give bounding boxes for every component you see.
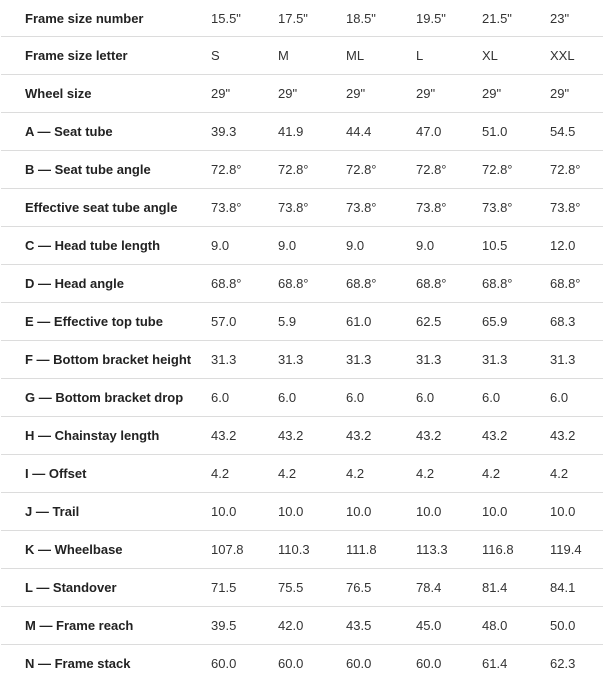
table-cell: 43.5 (331, 607, 401, 645)
table-cell: 39.3 (196, 113, 263, 151)
row-label: N — Frame stack (25, 656, 131, 671)
geometry-table-body (1, 0, 603, 682)
row-label: E — Effective top tube (1, 303, 196, 341)
table-cell: 9.0 (263, 227, 331, 265)
table-cell: 4.2 (263, 455, 331, 493)
table-cell: 29" (467, 75, 535, 113)
table-cell: 68.8° (263, 265, 331, 303)
row-label: G — Bottom bracket drop (1, 379, 196, 417)
table-cell: 6.0 (401, 379, 467, 417)
table-cell: 73.8° (467, 189, 535, 227)
table-cell: 17.5" (263, 0, 331, 37)
table-cell: 68.8° (401, 265, 467, 303)
table-cell: 21.5" (467, 0, 535, 37)
table-cell: 81.4 (467, 569, 535, 607)
row-label: A — Seat tube (1, 113, 196, 151)
table-row (1, 455, 603, 493)
table-cell: 6.0 (331, 379, 401, 417)
table-row (1, 379, 603, 417)
table-cell: 61.4 (482, 656, 508, 671)
table-cell: 57.0 (196, 303, 263, 341)
table-row (1, 0, 603, 37)
table-cell: 9.0 (401, 227, 467, 265)
row-label: M — Frame reach (1, 607, 196, 645)
table-cell: 18.5" (331, 0, 401, 37)
table-cell: 73.8° (263, 189, 331, 227)
table-cell: 29" (196, 75, 263, 113)
table-cell: XL (467, 37, 535, 75)
table-cell: 10.0 (196, 493, 263, 531)
table-cell: 72.8° (263, 151, 331, 189)
table-cell: 10.0 (467, 493, 535, 531)
row-label: L — Standover (1, 569, 196, 607)
table-cell: 6.0 (535, 379, 603, 417)
table-cell: 68.8° (331, 265, 401, 303)
table-cell: 43.2 (196, 417, 263, 455)
table-row (1, 417, 603, 455)
table-cell: 76.5 (331, 569, 401, 607)
table-row (1, 645, 603, 683)
table-cell: 62.5 (401, 303, 467, 341)
table-cell: 62.3 (550, 656, 576, 671)
table-cell: 29" (401, 75, 467, 113)
table-cell: 60.0 (278, 656, 304, 671)
table-cell: 42.0 (263, 607, 331, 645)
table-cell: 29" (535, 75, 603, 113)
table-cell: 10.0 (401, 493, 467, 531)
table-cell: 29" (331, 75, 401, 113)
table-row (1, 151, 603, 189)
table-cell: 44.4 (331, 113, 401, 151)
table-cell: 4.2 (401, 455, 467, 493)
table-cell: 43.2 (331, 417, 401, 455)
row-label: Frame size number (1, 0, 196, 37)
table-cell: 75.5 (263, 569, 331, 607)
row-label: F — Bottom bracket height (1, 341, 196, 379)
table-cell: 60.0 (416, 656, 442, 671)
table-cell: 6.0 (467, 379, 535, 417)
table-cell: 113.3 (401, 531, 467, 569)
table-cell: 111.8 (331, 531, 401, 569)
table-cell: L (401, 37, 467, 75)
table-cell: 31.3 (263, 341, 331, 379)
table-cell: 72.8° (535, 151, 603, 189)
table-cell: 43.2 (467, 417, 535, 455)
table-row (1, 493, 603, 531)
table-cell: 78.4 (401, 569, 467, 607)
table-cell: 31.3 (331, 341, 401, 379)
table-cell: 41.9 (263, 113, 331, 151)
table-cell: 73.8° (401, 189, 467, 227)
table-cell: 68.8° (535, 265, 603, 303)
table-cell: 31.3 (196, 341, 263, 379)
table-cell: 39.5 (196, 607, 263, 645)
table-cell: 31.3 (401, 341, 467, 379)
table-row (1, 341, 603, 379)
table-cell: XXL (535, 37, 603, 75)
table-cell: 68.8° (467, 265, 535, 303)
table-cell: 12.0 (535, 227, 603, 265)
table-cell: 73.8° (535, 189, 603, 227)
table-cell: 43.2 (401, 417, 467, 455)
table-cell: 72.8° (196, 151, 263, 189)
table-cell: 51.0 (467, 113, 535, 151)
table-cell: 6.0 (196, 379, 263, 417)
table-cell: 72.8° (467, 151, 535, 189)
table-row (1, 531, 603, 569)
table-cell: 72.8° (401, 151, 467, 189)
table-cell: 65.9 (467, 303, 535, 341)
table-cell: 48.0 (467, 607, 535, 645)
table-cell: 29" (263, 75, 331, 113)
table-cell: 68.3 (535, 303, 603, 341)
table-cell: 50.0 (535, 607, 603, 645)
table-cell: 116.8 (467, 531, 535, 569)
geometry-table (1, 0, 603, 682)
table-cell: 47.0 (401, 113, 467, 151)
table-row (1, 75, 603, 113)
table-row (1, 265, 603, 303)
table-cell: 5.9 (263, 303, 331, 341)
table-cell: 19.5" (401, 0, 467, 37)
table-cell: 31.3 (535, 341, 603, 379)
table-cell: S (196, 37, 263, 75)
row-label: K — Wheelbase (1, 531, 196, 569)
table-cell: 71.5 (196, 569, 263, 607)
row-label: I — Offset (1, 455, 196, 493)
table-row (1, 189, 603, 227)
table-cell: 43.2 (263, 417, 331, 455)
row-label: B — Seat tube angle (1, 151, 196, 189)
table-cell: ML (331, 37, 401, 75)
table-cell: 68.8° (196, 265, 263, 303)
table-cell: 43.2 (535, 417, 603, 455)
table-cell: 54.5 (535, 113, 603, 151)
table-row (1, 227, 603, 265)
table-cell: 4.2 (467, 455, 535, 493)
table-row (1, 37, 603, 75)
table-cell: 6.0 (263, 379, 331, 417)
table-cell: 9.0 (331, 227, 401, 265)
table-cell: 84.1 (535, 569, 603, 607)
table-cell: 73.8° (196, 189, 263, 227)
table-cell: 72.8° (331, 151, 401, 189)
table-cell: 45.0 (401, 607, 467, 645)
row-label: C — Head tube length (1, 227, 196, 265)
row-label: J — Trail (1, 493, 196, 531)
table-cell: 10.0 (535, 493, 603, 531)
table-cell: 10.0 (263, 493, 331, 531)
table-cell: 15.5" (196, 0, 263, 37)
table-cell: 119.4 (535, 531, 603, 569)
row-label: Frame size letter (1, 37, 196, 75)
table-cell: 31.3 (467, 341, 535, 379)
table-cell: 60.0 (346, 656, 372, 671)
table-cell: 60.0 (211, 656, 237, 671)
row-label: H — Chainstay length (1, 417, 196, 455)
row-label: D — Head angle (1, 265, 196, 303)
table-cell: 4.2 (535, 455, 603, 493)
table-cell: 107.8 (196, 531, 263, 569)
table-row (1, 303, 603, 341)
table-cell: 110.3 (263, 531, 331, 569)
table-row (1, 113, 603, 151)
table-row (1, 607, 603, 645)
table-cell: 10.0 (331, 493, 401, 531)
table-cell: 10.5 (467, 227, 535, 265)
table-cell: 23" (535, 0, 603, 37)
table-cell: 73.8° (331, 189, 401, 227)
table-cell: M (263, 37, 331, 75)
table-cell: 4.2 (331, 455, 401, 493)
row-label: Wheel size (1, 75, 196, 113)
table-row (1, 569, 603, 607)
row-label: Effective seat tube angle (1, 189, 196, 227)
table-cell: 61.0 (331, 303, 401, 341)
table-cell: 4.2 (196, 455, 263, 493)
table-cell: 9.0 (196, 227, 263, 265)
